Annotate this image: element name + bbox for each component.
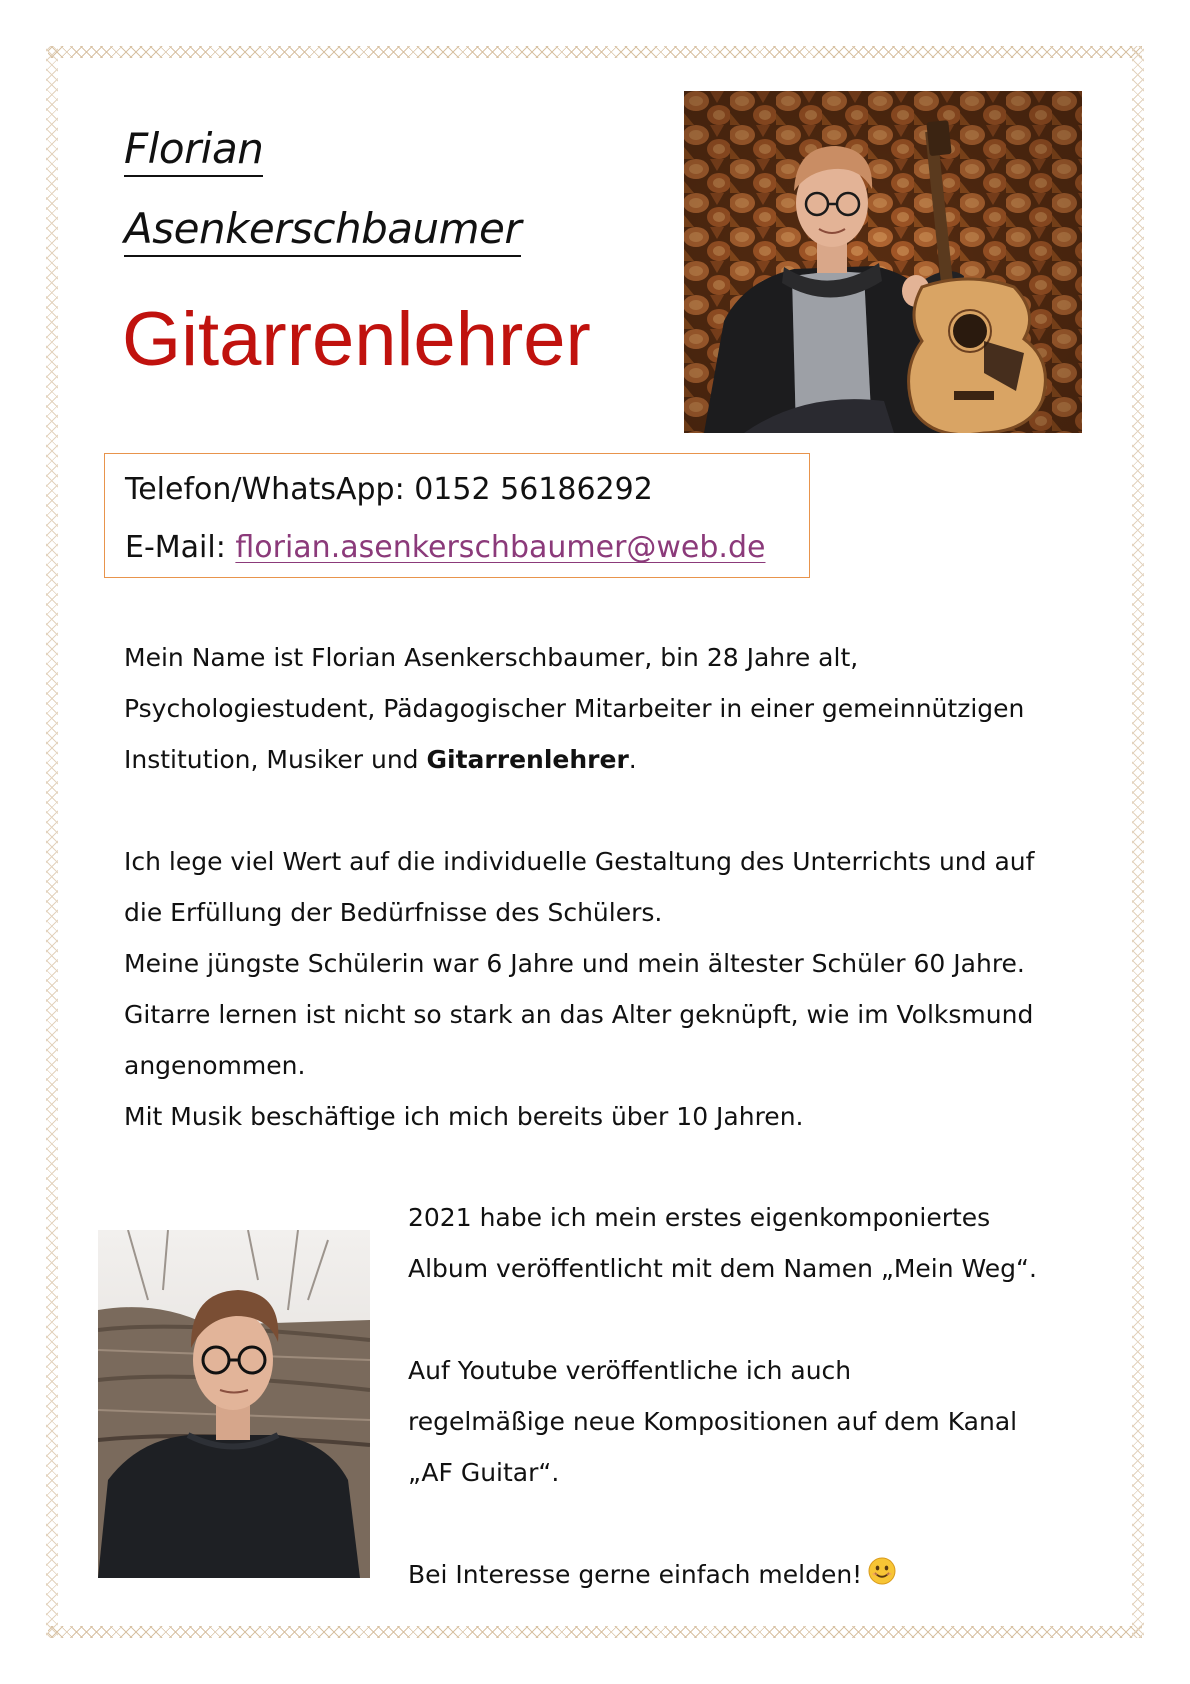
bio-paragraph-line: Ich lege viel Wert auf die individuelle Gestaltung des Unterrichts und auf [124,847,1035,876]
decorative-frame-right [1132,46,1144,1638]
decorative-frame-top [48,46,1142,58]
bio-intro-line [124,734,1084,785]
email-link[interactable]: florian.asenkerschbaumer@web.de [235,530,766,565]
bio-text [124,632,1084,1142]
youtube-line: regelmäßige neue Kompositionen auf dem Kanal [408,1407,1018,1436]
cta-text: Bei Interesse gerne einfach melden! [408,1560,863,1589]
first-name: Florian [124,124,263,177]
paragraph-gap [408,1498,1108,1549]
mail-label: E-Mail: [125,530,236,565]
bio-paragraph-line: angenommen. [124,1051,306,1080]
side-text [408,1192,1108,1602]
bio-intro-line: Psychologiestudent, Pädagogischer Mitarbeiter in einer gemeinnützigen [124,694,1025,723]
last-name: Asenkerschbaumer [124,204,521,257]
youtube-line: Auf Youtube veröffentliche ich auch [408,1356,852,1385]
decorative-frame-bottom [48,1626,1142,1638]
decorative-frame-left [46,46,58,1638]
paragraph-gap [408,1294,1108,1345]
bio-intro-text: Institution, Musiker und [124,745,427,774]
phone-label: Telefon/WhatsApp: [125,472,415,507]
bio-intro-bold: Gitarrenlehrer [426,745,629,774]
bio-intro-line: Mein Name ist Florian Asenkerschbaumer, bin 28 Jahre alt, [124,643,859,672]
album-line: Album veröffentlicht mit dem Namen „Mein Weg“. [408,1254,1037,1283]
youtube-line: „AF Guitar“. [408,1458,560,1487]
smiley-icon [868,1551,896,1602]
phone-number[interactable]: 0152 56186292 [414,472,653,507]
portrait-photo-logs [98,1230,370,1578]
paragraph-gap [124,785,1084,836]
cta-line [408,1549,1108,1602]
contact-mail-line [125,530,765,565]
bio-intro-text: . [628,745,637,774]
bio-paragraph-line: Meine jüngste Schülerin war 6 Jahre und mein ältester Schüler 60 Jahre. [124,949,1025,978]
bio-paragraph-line: Mit Musik beschäftige ich mich bereits über 10 Jahren. [124,1102,804,1131]
portrait-photo-guitar [684,91,1082,433]
album-line: 2021 habe ich mein erstes eigenkomponiertes [408,1203,991,1232]
bio-paragraph-line: die Erfüllung der Bedürfnisse des Schülers. [124,898,663,927]
job-title: Gitarrenlehrer [122,297,591,382]
contact-phone-line [125,472,653,507]
bio-paragraph-line: Gitarre lernen ist nicht so stark an das Alter geknüpft, wie im Volksmund [124,1000,1034,1029]
contact-box [104,453,810,578]
